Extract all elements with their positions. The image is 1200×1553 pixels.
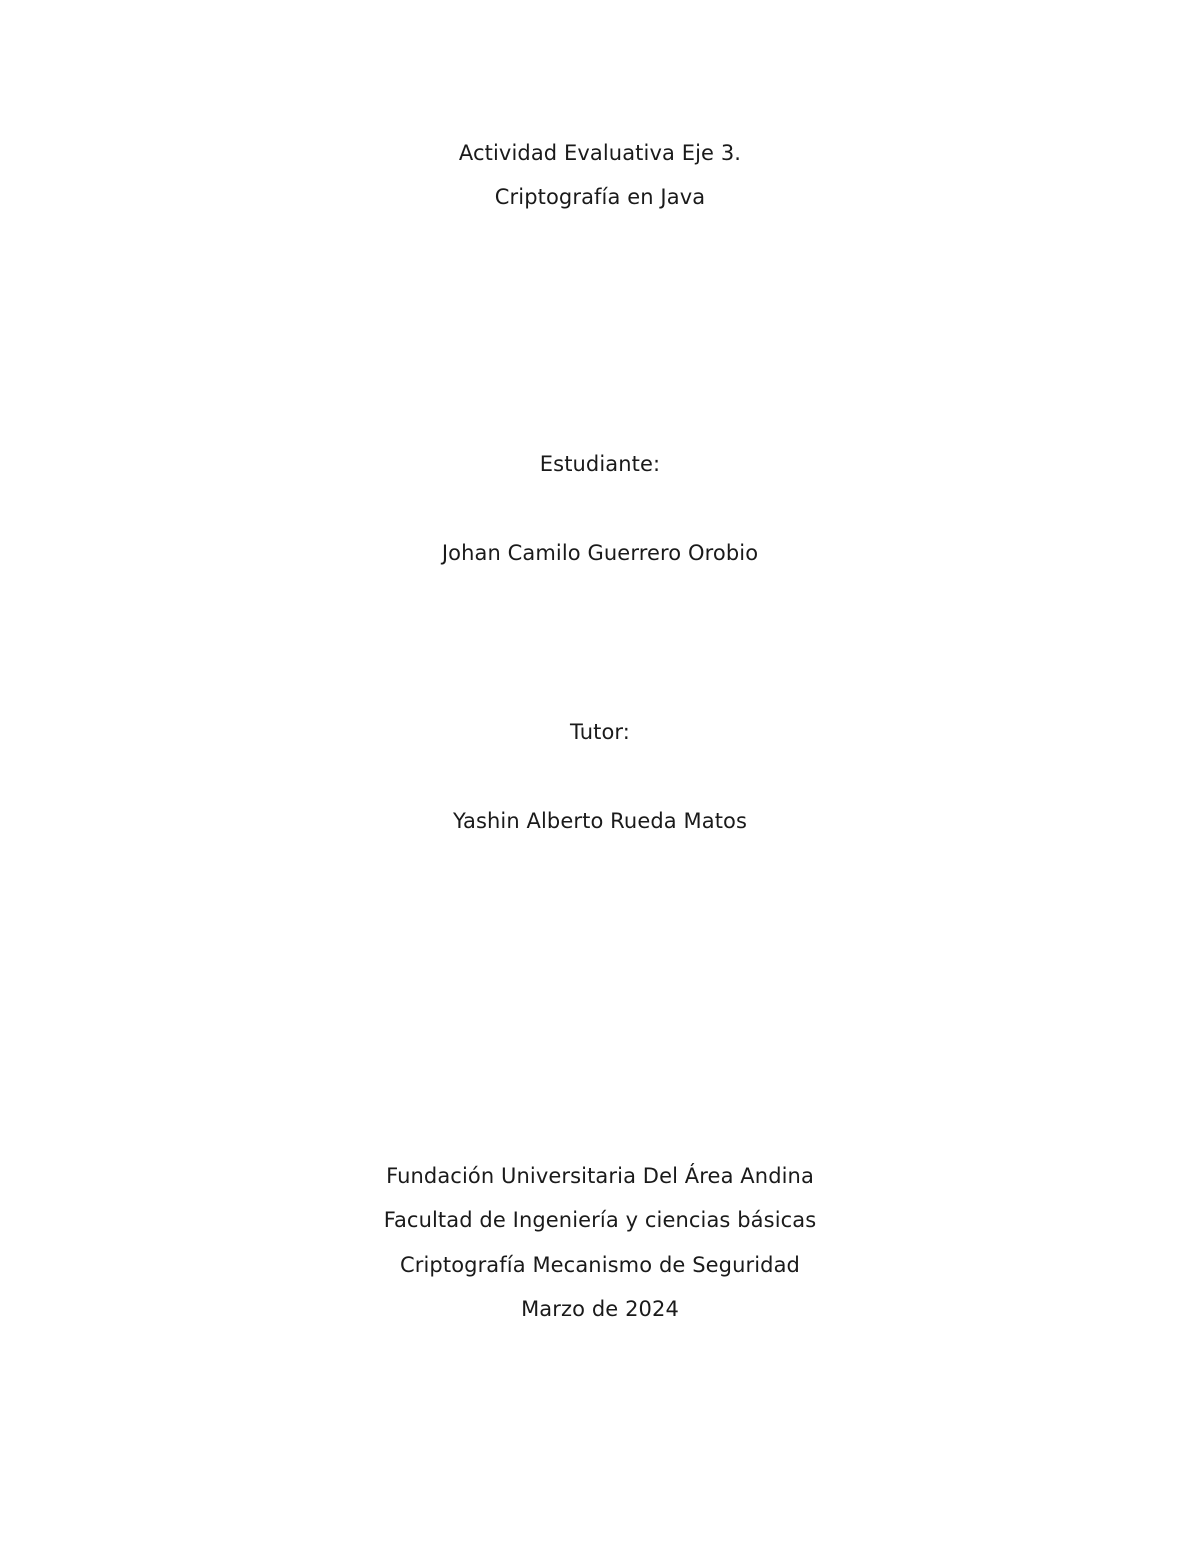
student-label: Estudiante: (539, 452, 661, 476)
faculty-name: Facultad de Ingeniería y ciencias básicas (383, 1208, 817, 1232)
document-subtitle: Criptografía en Java (494, 185, 706, 209)
institution-name: Fundación Universitaria Del Área Andina (386, 1164, 814, 1188)
tutor-name: Yashin Alberto Rueda Matos (452, 809, 748, 833)
document-title: Actividad Evaluativa Eje 3. (458, 141, 742, 165)
course-name: Criptografía Mecanismo de Seguridad (400, 1253, 800, 1277)
student-name: Johan Camilo Guerrero Orobio (441, 541, 759, 565)
tutor-label: Tutor: (570, 720, 630, 744)
document-date: Marzo de 2024 (521, 1297, 679, 1321)
